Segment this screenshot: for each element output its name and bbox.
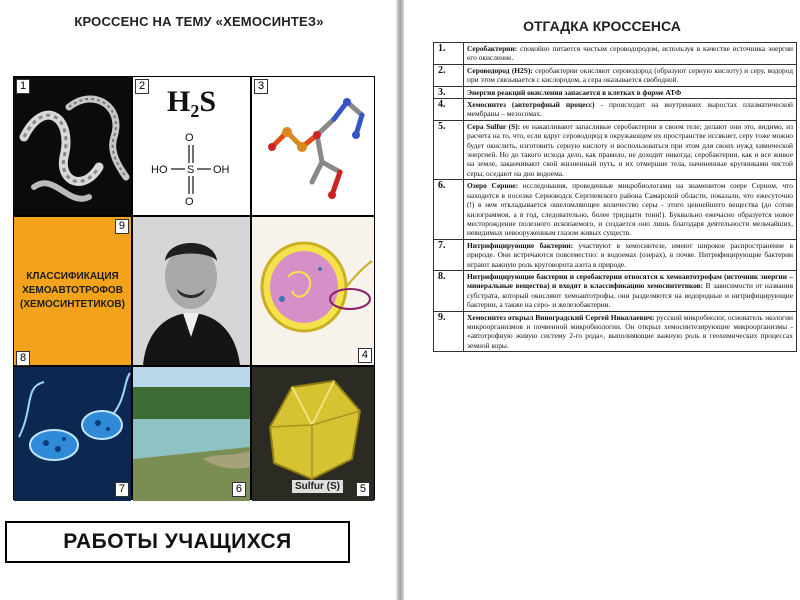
row-desc: В зависимости от названия субстрата, который окисляют хемоавтотрофы, они разделяются на водородные и нитрифицирующие бактерии, а также на серо- и железобактерии. bbox=[467, 281, 794, 310]
svg-text:OH: OH bbox=[213, 164, 230, 176]
sulfur-label: Sulfur (S) bbox=[292, 480, 343, 493]
row-desc: серобактерии окисляют сероводород (образуют серную кислоту) и серу, водород при этом связывается с кислородом, а сера оказывается свободной. bbox=[467, 65, 793, 85]
cell-number: 6 bbox=[232, 482, 246, 497]
row-text bbox=[464, 86, 797, 98]
cell-number: 9 bbox=[115, 219, 129, 234]
row-text bbox=[464, 120, 797, 179]
row-term: Энергия реакций окисления запасается в клетках в форме АТФ bbox=[467, 87, 682, 97]
table-row bbox=[434, 311, 797, 352]
bacterial-cell-diagram bbox=[252, 217, 374, 365]
row-text bbox=[464, 270, 797, 311]
cell-portrait bbox=[133, 217, 250, 365]
row-number: 5. bbox=[434, 120, 464, 179]
cell-number: 4 bbox=[358, 348, 372, 363]
portrait-image bbox=[133, 217, 250, 365]
table-row bbox=[434, 239, 797, 270]
cell-number: 3 bbox=[254, 79, 268, 94]
cell-bacteria-micrograph bbox=[14, 77, 131, 215]
answer-title: ОТГАДКА КРОССЕНСА bbox=[523, 18, 681, 34]
svg-text:HO: HO bbox=[151, 164, 168, 176]
crossens-grid bbox=[13, 76, 375, 500]
row-number: 9. bbox=[434, 311, 464, 352]
cell-sulfur bbox=[252, 367, 374, 501]
row-desc: - происходит на внутренних выростах плазматической мембраны – мезосомах. bbox=[467, 100, 793, 119]
row-text bbox=[464, 64, 797, 86]
cell-classification bbox=[14, 217, 131, 365]
row-text bbox=[464, 99, 797, 121]
svg-text:O: O bbox=[185, 196, 194, 208]
right-page bbox=[404, 0, 800, 600]
row-number: 4. bbox=[434, 99, 464, 121]
table-row bbox=[434, 43, 797, 65]
cell-lake bbox=[133, 367, 250, 501]
row-number: 8. bbox=[434, 270, 464, 311]
row-term: Хемосинтез открыл Виноградский Сергей Николаевич: bbox=[467, 312, 655, 322]
bacteria-micrograph-image bbox=[14, 77, 131, 215]
row-term: Сера Sulfur (S): bbox=[467, 121, 521, 131]
table-row bbox=[434, 99, 797, 121]
row-number: 6. bbox=[434, 180, 464, 239]
table-row bbox=[434, 180, 797, 239]
cell-nitrifying-bacteria bbox=[14, 352, 131, 501]
row-number: 3. bbox=[434, 86, 464, 98]
row-text bbox=[464, 311, 797, 352]
row-term: Озеро Серное: bbox=[467, 181, 519, 191]
row-number: 2. bbox=[434, 64, 464, 86]
table-row bbox=[434, 120, 797, 179]
row-desc: спокойно питается чистым сероводородом, используя в качестве источника энергии его окисление. bbox=[467, 44, 793, 63]
row-term: Хемосинтез (автотрофный процесс) bbox=[467, 100, 595, 110]
lake-photo bbox=[133, 367, 250, 501]
row-desc: участвуют в хемосинтезе, имеют широкое распространение в природе. Они встречаются повсеместно: в водоемах (озерах), в почве. Нитрифицирующие бактерии играют важную роль круговорота азота в природе. bbox=[467, 240, 793, 269]
row-text bbox=[464, 180, 797, 239]
row-term: Нитрифицирующие бактерии и серобактерии относятся к хемоавтотрофам (источник энергии – минеральные вещества) и входят в классификацию хемосинтетиков: bbox=[467, 271, 793, 291]
row-number: 7. bbox=[434, 239, 464, 270]
row-desc: русский микробиолог, основатель экологии микроорганизмов и почвенной микробиологии. Он открыл хемосинтезирующие микроорганизмы - «автотрофную живую систему 2-го рода», выполняющие важную роль в геохимических процессах земной коры. bbox=[467, 312, 793, 350]
row-text bbox=[464, 43, 797, 65]
table-row bbox=[434, 270, 797, 311]
cell-number: 2 bbox=[135, 79, 149, 94]
h2s-formula: H₂S bbox=[167, 85, 217, 118]
table-row bbox=[434, 64, 797, 86]
atp-molecule-model bbox=[252, 77, 374, 215]
cell-number: 5 bbox=[356, 482, 370, 497]
svg-text:O: O bbox=[185, 132, 194, 144]
left-page bbox=[0, 0, 398, 600]
row-number: 1. bbox=[434, 43, 464, 65]
crossens-title: КРОССЕНС НА ТЕМУ «ХЕМОСИНТЕЗ» bbox=[74, 14, 324, 29]
cell-bacterial-cell bbox=[252, 217, 374, 365]
row-desc: ее накапливают запасливые серобактерии в своем теле; делают они это, видимо, из расчета на то, что, если вдруг сероводород в окружающем их пространстве иссякнет, серу тоже можно будет окислить, изготовить серную кислоту и воспользоваться при этом для своих нужд химической энергией. Но до такого исхода дело, как правило, не доходит никогда; серобактерии, как и все живое на земле, заканчивают свой жизненный путь, и их отмершие тела, начиненные крупинками чистой серы, оседают на дно водоема. bbox=[467, 121, 793, 178]
cell-number: 7 bbox=[115, 482, 129, 497]
cell-number: 8 bbox=[16, 351, 30, 366]
cell-atp-molecule bbox=[252, 77, 374, 215]
row-term: Нитрифицирующие бактерии: bbox=[467, 240, 574, 250]
row-term: Сероводород (H2S): bbox=[467, 65, 533, 75]
row-term: Серобактерии: bbox=[467, 44, 518, 53]
cell-number: 1 bbox=[16, 79, 30, 94]
table-row bbox=[434, 86, 797, 98]
row-desc: исследования, проведенные микробиологами на знаменитом озере Серном, что находится в поселке Серноводск Сергиевского района Самарской области, показали, что ежесуточно (!) в нем откладывается ошеломляющее количество серы - этого ценнейшего вещества (до сотни килограммов, а в год, следовательно, более тридцати тонн!). Буквально ежечасно образуется новое месторождение полезного ископаемого, и создается оно лишь благодаря деятельности мельчайших, невидимых невооруженным глазом живых существ. bbox=[467, 181, 793, 238]
sulfurous-acid-structure bbox=[133, 77, 250, 215]
svg-text:S: S bbox=[187, 164, 195, 176]
nitrifying-bacteria-image bbox=[14, 367, 131, 501]
answers-table bbox=[433, 42, 797, 352]
students-works-banner: РАБОТЫ УЧАЩИХСЯ bbox=[5, 521, 350, 563]
cell-h2s bbox=[133, 77, 250, 215]
classification-text: КЛАССИФИКАЦИЯ ХЕМОАВТОТРОФОВ (ХЕМОСИНТЕТИКОВ) bbox=[20, 271, 125, 310]
row-text bbox=[464, 239, 797, 270]
